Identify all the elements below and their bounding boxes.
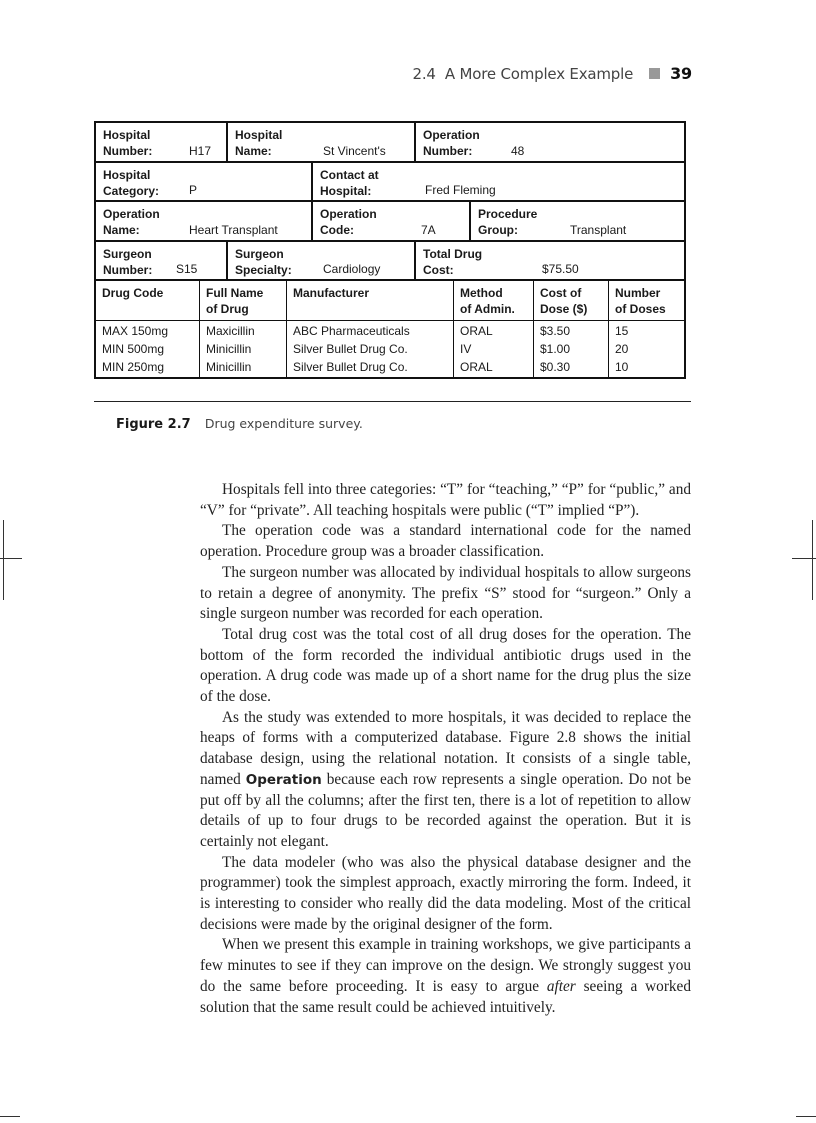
- drug-cell: ORAL: [460, 324, 493, 338]
- paragraph: The operation code was a standard international code for the named operation. Procedure group was a broader classification.: [200, 522, 691, 561]
- drug-table-header: [96, 281, 684, 320]
- drug-header: Full Name of Drug: [206, 286, 264, 316]
- drug-cell: 10: [615, 360, 629, 374]
- drug-cell: $3.50: [540, 324, 571, 338]
- figure-caption-text: Drug expenditure survey.: [204, 416, 363, 431]
- operation-number-value: 48: [511, 144, 525, 158]
- drug-col-name: [199, 321, 286, 377]
- drug-cell: MIN 250mg: [102, 360, 165, 374]
- surgeon-specialty-label: Surgeon Specialty:: [235, 247, 292, 277]
- crop-mark: [0, 558, 22, 559]
- figure-number: Figure 2.7: [116, 417, 191, 432]
- drug-cell: 15: [615, 324, 629, 338]
- figure-caption: [116, 416, 363, 432]
- drug-col-doses: [608, 281, 684, 320]
- drug-cell: Minicillin: [206, 342, 252, 356]
- contact-value: Fred Fleming: [425, 183, 496, 197]
- page-number: 39: [670, 64, 692, 83]
- figure-rule: [94, 401, 691, 402]
- form-row-operation: [96, 202, 684, 242]
- drug-col-code: [96, 281, 199, 320]
- hospital-number-label: Hospital Number:: [103, 128, 153, 158]
- paragraph: The data modeler (who was also the physical database designer and the programmer) took the simplest approach, exactly mirroring the form. Indeed, it is interesting to consider who really did the data modeling. Most of the critical decisions were made by the original designer of the form.: [200, 853, 691, 933]
- emphasis: after: [546, 977, 576, 995]
- operation-code-cell: [311, 202, 469, 240]
- total-drug-cost-cell: [414, 242, 684, 279]
- operation-code-value: 7A: [421, 223, 436, 237]
- square-ornament-icon: [649, 68, 660, 79]
- body-text: [200, 480, 691, 1018]
- drug-cell: MIN 500mg: [102, 342, 165, 356]
- crop-mark: [812, 520, 813, 600]
- paragraph: Hospitals fell into three categories: “T” for “teaching,” “P” for “public,” and “V” for “private”. All teaching hospitals were public (“T” implied “P”).: [200, 481, 691, 519]
- form-row-surgeon: [96, 242, 684, 281]
- surgeon-number-value: S15: [176, 262, 198, 276]
- contact-label: Contact at Hospital:: [320, 168, 379, 198]
- total-drug-cost-value: $75.50: [542, 262, 579, 276]
- drug-header: Drug Code: [102, 286, 164, 300]
- operation-name-label: Operation Name:: [103, 207, 160, 237]
- crop-mark: [792, 558, 816, 559]
- drug-col-method: [453, 281, 533, 320]
- drug-cell: $1.00: [540, 342, 571, 356]
- drug-col-cost: [533, 321, 608, 377]
- drug-expenditure-form: [94, 121, 686, 379]
- drug-table-body: [96, 321, 684, 377]
- operation-name-cell: [96, 202, 311, 240]
- surgeon-number-cell: [96, 242, 226, 279]
- hospital-category-label: Hospital Category:: [103, 168, 160, 198]
- drug-col-code: [96, 321, 199, 377]
- drug-cell: Maxicillin: [206, 324, 255, 338]
- drug-cell: 20: [615, 342, 629, 356]
- paragraph: [200, 935, 691, 1018]
- drug-header: Number of Doses: [615, 286, 666, 316]
- paragraph: [200, 708, 691, 853]
- drug-header: Cost of Dose ($): [540, 286, 588, 316]
- drug-col-method: [453, 321, 533, 377]
- drug-header: Method of Admin.: [460, 286, 515, 316]
- drug-cell: ORAL: [460, 360, 493, 374]
- drug-cell: Minicillin: [206, 360, 252, 374]
- form-row-category: [96, 163, 684, 202]
- paragraph: The surgeon number was allocated by individual hospitals to allow surgeons to retain a degree of anonymity. The prefix “S” stood for “surgeon.” Only a single surgeon number was recorded for each operation.: [200, 563, 691, 623]
- drug-header: Manufacturer: [293, 286, 370, 300]
- section-title: A More Complex Example: [444, 64, 634, 83]
- paragraph: Total drug cost was the total cost of all drug doses for the operation. The bottom of the form recorded the individual antibiotic drugs used in the operation. A drug code was made up of a short name for the drug plus the size of the dose.: [200, 625, 691, 706]
- surgeon-specialty-value: Cardiology: [323, 262, 381, 276]
- operation-number-label: Operation Number:: [423, 128, 480, 158]
- hospital-number-cell: [96, 123, 226, 161]
- hospital-name-value: St Vincent's: [323, 144, 386, 158]
- drug-col-doses: [608, 321, 684, 377]
- hospital-number-value: H17: [189, 144, 212, 158]
- drug-cell: $0.30: [540, 360, 571, 374]
- operation-number-cell: [414, 123, 684, 161]
- surgeon-number-label: Surgeon Number:: [103, 247, 153, 277]
- hospital-category-cell: [96, 163, 311, 200]
- section-number: 2.4: [412, 64, 436, 83]
- drug-cell: IV: [460, 342, 472, 356]
- crop-mark: [0, 1116, 20, 1117]
- hospital-category-value: P: [189, 183, 198, 197]
- paragraph-text: When we present this example in training workshops, we give participants a few minutes to see if they can improve on the design. We strongly suggest you do the same before proceeding. It is easy to argue: [200, 936, 691, 995]
- paragraph-text: seeing a worked solution that the same result could be achieved intuitively.: [200, 977, 691, 1016]
- form-row-hospital: [96, 123, 684, 163]
- drug-cell: MAX 150mg: [102, 324, 169, 338]
- operation-code-label: Operation Code:: [320, 207, 377, 237]
- contact-cell: [311, 163, 684, 200]
- drug-cell: Silver Bullet Drug Co.: [293, 342, 408, 356]
- drug-cell: Silver Bullet Drug Co.: [293, 360, 408, 374]
- procedure-group-label: Procedure Group:: [478, 207, 538, 237]
- drug-col-manufacturer: [286, 281, 453, 320]
- drug-col-manufacturer: [286, 321, 453, 377]
- paragraph-text: As the study was extended to more hospitals, it was decided to replace the heaps of forms with a computerized database. Figure 2.8 shows the initial database design, using the relational notation. It consists of a single table, named: [200, 708, 691, 788]
- procedure-group-value: Transplant: [570, 223, 627, 237]
- surgeon-specialty-cell: [226, 242, 414, 279]
- table-name-keyword: Operation: [245, 771, 322, 788]
- hospital-name-cell: [226, 123, 414, 161]
- operation-name-value: Heart Transplant: [189, 223, 278, 237]
- crop-mark: [796, 1116, 816, 1117]
- drug-col-cost: [533, 281, 608, 320]
- running-header: [412, 64, 692, 83]
- hospital-name-label: Hospital Name:: [235, 128, 283, 158]
- procedure-group-cell: [469, 202, 684, 240]
- paragraph-text: because each row represents a single operation. Do not be put off by all the columns; after the first ten, there is a lot of repetition to allow details of up to four drugs to be recorded against the operation. But it is certainly not elegant.: [200, 770, 691, 850]
- drug-col-name: [199, 281, 286, 320]
- total-drug-cost-label: Total Drug Cost:: [423, 247, 483, 277]
- drug-cell: ABC Pharmaceuticals: [293, 324, 410, 338]
- crop-mark: [3, 520, 4, 600]
